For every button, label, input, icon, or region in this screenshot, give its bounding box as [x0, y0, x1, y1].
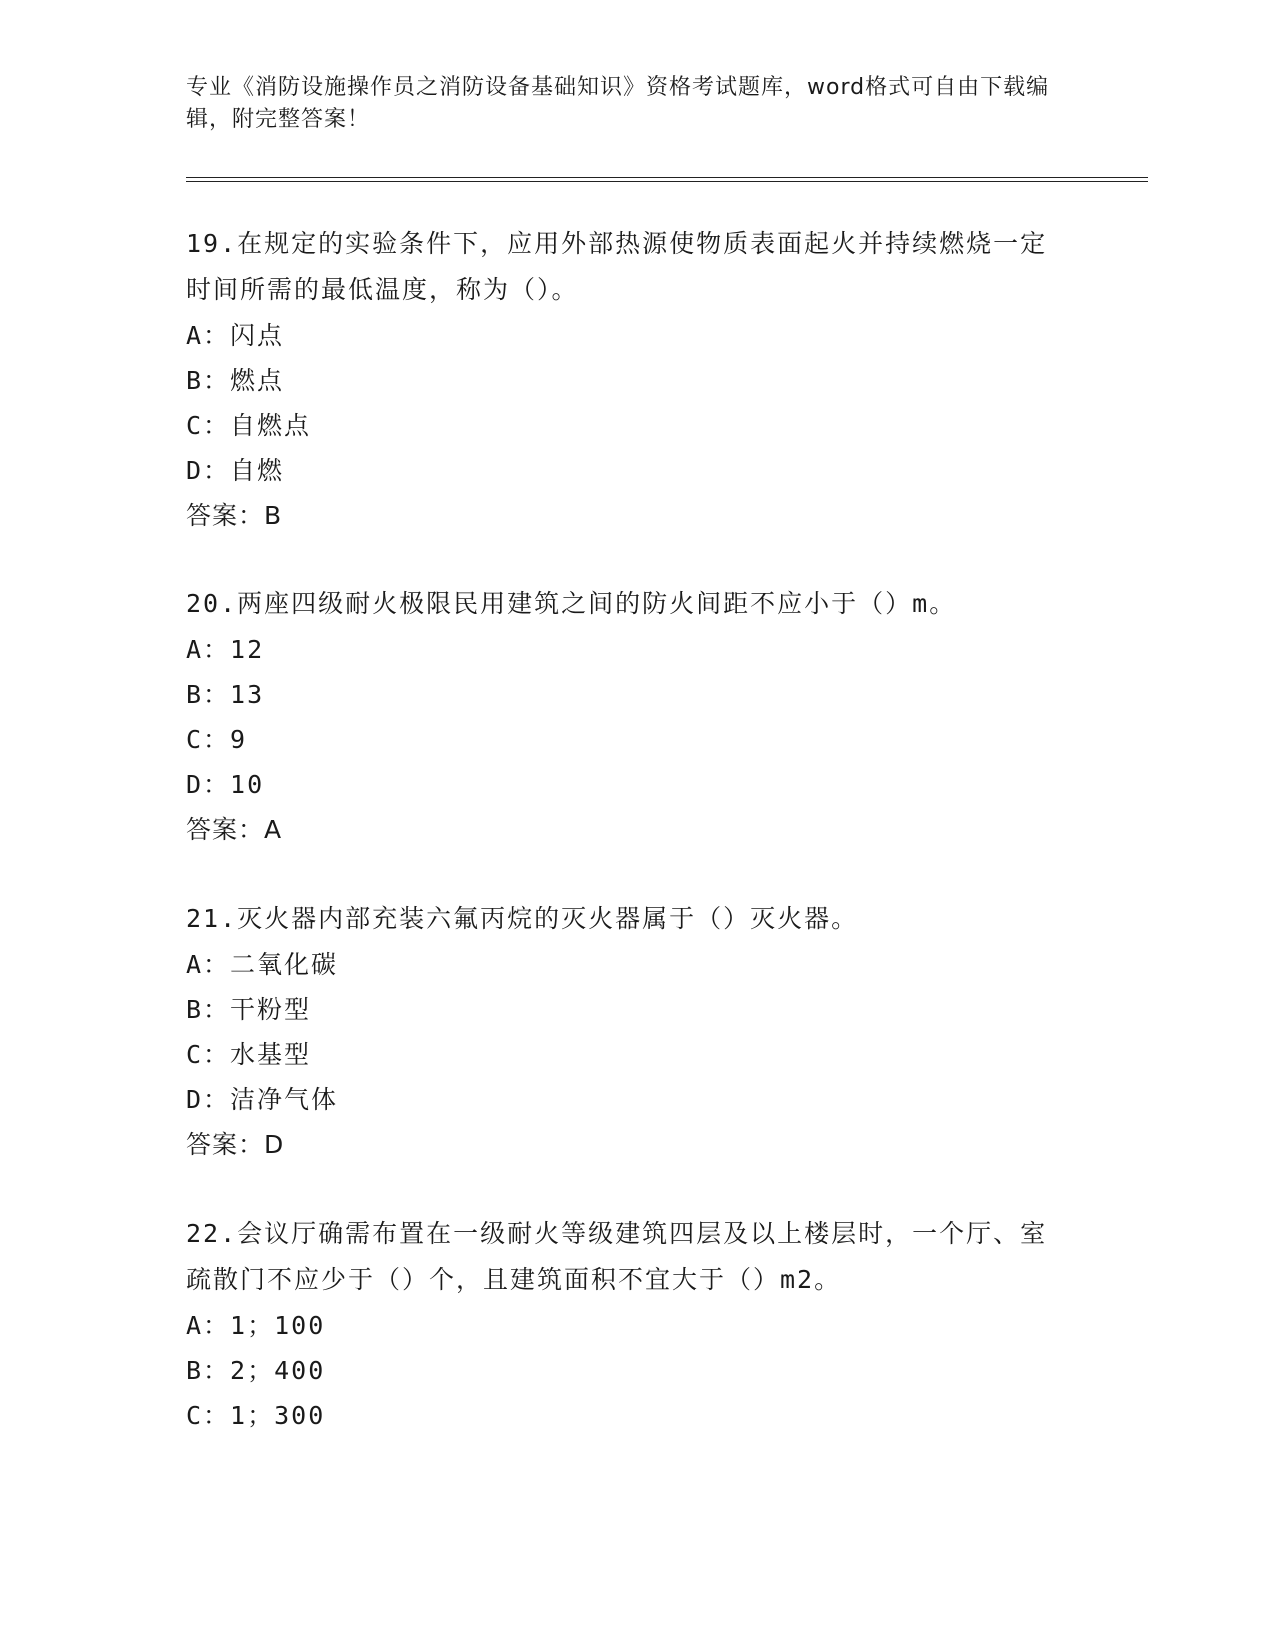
- header-divider: [186, 177, 1148, 182]
- question-22: [186, 1211, 1066, 1438]
- document-header: 专业《消防设施操作员之消防设备基础知识》资格考试题库，word格式可自由下载编辑，附完整答案！: [186, 75, 1050, 132]
- option-a: A：二氧化碳: [186, 950, 339, 979]
- option-b: B：干粉型: [186, 995, 312, 1024]
- option-b: B：燃点: [186, 366, 285, 395]
- answer: 答案：B: [186, 501, 283, 530]
- question-21: [186, 896, 1066, 1167]
- option-b: B：13: [186, 680, 265, 709]
- option-b: B：2；400: [186, 1356, 326, 1385]
- question-text: 22.会议厅确需布置在一级耐火等级建筑四层及以上楼层时，一个厅、室疏散门不应少于（）个，且建筑面积不宜大于（）m2。: [186, 1219, 1048, 1294]
- option-d: D：洁净气体: [186, 1085, 339, 1114]
- option-c: C：水基型: [186, 1040, 312, 1069]
- option-a: A：1；100: [186, 1311, 326, 1340]
- option-c: C：9: [186, 725, 248, 754]
- question-text: 20.两座四级耐火极限民用建筑之间的防火间距不应小于（）m。: [186, 589, 957, 618]
- question-20: [186, 581, 1066, 852]
- option-a: A：闪点: [186, 321, 285, 350]
- option-d: D：10: [186, 770, 265, 799]
- option-c: C：1；300: [186, 1401, 326, 1430]
- option-d: D：自燃: [186, 456, 285, 485]
- question-text: 19.在规定的实验条件下，应用外部热源使物质表面起火并持续燃烧一定时间所需的最低温度，称为（）。: [186, 229, 1048, 304]
- question-19: [186, 221, 1066, 538]
- answer: 答案：A: [186, 815, 283, 844]
- option-a: A：12: [186, 635, 265, 664]
- question-text: 21.灭火器内部充装六氟丙烷的灭火器属于（）灭火器。: [186, 904, 859, 933]
- option-c: C：自燃点: [186, 411, 312, 440]
- answer: 答案：D: [186, 1130, 285, 1159]
